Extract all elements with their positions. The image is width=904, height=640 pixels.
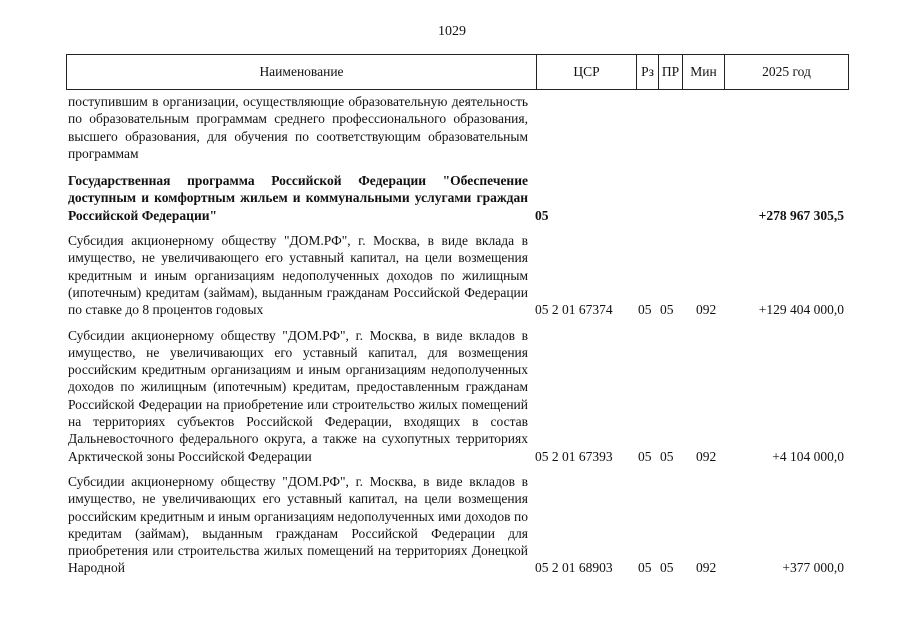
row-amount: +278 967 305,5 <box>758 207 844 223</box>
row-amount: +4 104 000,0 <box>772 448 844 464</box>
row-min: 092 <box>696 560 717 576</box>
row-pr: 05 <box>660 448 674 464</box>
row-amount: +129 404 000,0 <box>758 302 844 318</box>
table-row <box>68 232 848 318</box>
column-header-name: Наименование <box>67 55 537 90</box>
row-csr: 05 2 01 67393 <box>535 448 613 464</box>
table-row <box>68 327 848 465</box>
table-row <box>68 93 848 162</box>
row-rz: 05 <box>638 302 652 318</box>
row-min: 092 <box>696 302 717 318</box>
row-amount: +377 000,0 <box>782 560 844 576</box>
row-name: Субсидии акционерному обществу "ДОМ.РФ", г. Москва, в виде вкладов в имущество, не увеличивающих его уставный капитал, для возмещения российским кредитным организациям и иным организациям недополученных доходов по жилищным (ипотечным) кредитам, предоставленным гражданам Российской Федерации на приобретение или строительство жилых помещений на территориях субъектов Российской Федерации, входящих в состав Дальневосточного федерального округа, а также на сухопутных территориях Арктической зоны Российской Федерации <box>68 327 528 464</box>
row-csr: 05 <box>535 207 549 223</box>
row-min: 092 <box>696 448 717 464</box>
column-header-rz: Рз <box>637 55 659 90</box>
column-header-csr: ЦСР <box>537 55 637 90</box>
column-header-year: 2025 год <box>725 55 849 90</box>
table-row <box>68 473 848 577</box>
column-header-min: Мин <box>683 55 725 90</box>
row-name: поступившим в организации, осуществляющие образовательную деятельность по образовательным программам среднего профессионального образования, высшего образования, для обучения по соответствующим образовательным программам <box>68 94 528 161</box>
row-rz: 05 <box>638 448 652 464</box>
row-pr: 05 <box>660 302 674 318</box>
table-row <box>68 172 848 224</box>
row-name: Государственная программа Российской Федерации "Обеспечение доступным и комфортным жильем и коммунальными услугами граждан Российской Федерации" <box>68 173 528 223</box>
table-body <box>68 93 848 577</box>
page-number: 1029 <box>438 24 466 39</box>
table-header <box>66 54 849 90</box>
column-header-pr: ПР <box>659 55 683 90</box>
row-csr: 05 2 01 67374 <box>535 302 613 318</box>
row-rz: 05 <box>638 560 652 576</box>
row-csr: 05 2 01 68903 <box>535 560 613 576</box>
row-name: Субсидии акционерному обществу "ДОМ.РФ", г. Москва, в виде вкладов в имущество, не увеличивающих его уставный капитал, на цели возмещения российским кредитным и иным организациям недополученных ими доходов по кредитам (займам), выданным гражданам Российской Федерации для приобретения или строительства жилых помещений на территориях Донецкой Народной <box>68 473 528 576</box>
row-name: Субсидия акционерному обществу "ДОМ.РФ", г. Москва, в виде вклада в имущество, не увеличивающего его уставный капитал, на цели возмещения кредитным и иным организациям недополученных доходов по жилищным (ипотечным) кредитам (займам), выданным гражданам Российской Федерации по ставке до 8 процентов годовых <box>68 233 528 318</box>
row-pr: 05 <box>660 560 674 576</box>
